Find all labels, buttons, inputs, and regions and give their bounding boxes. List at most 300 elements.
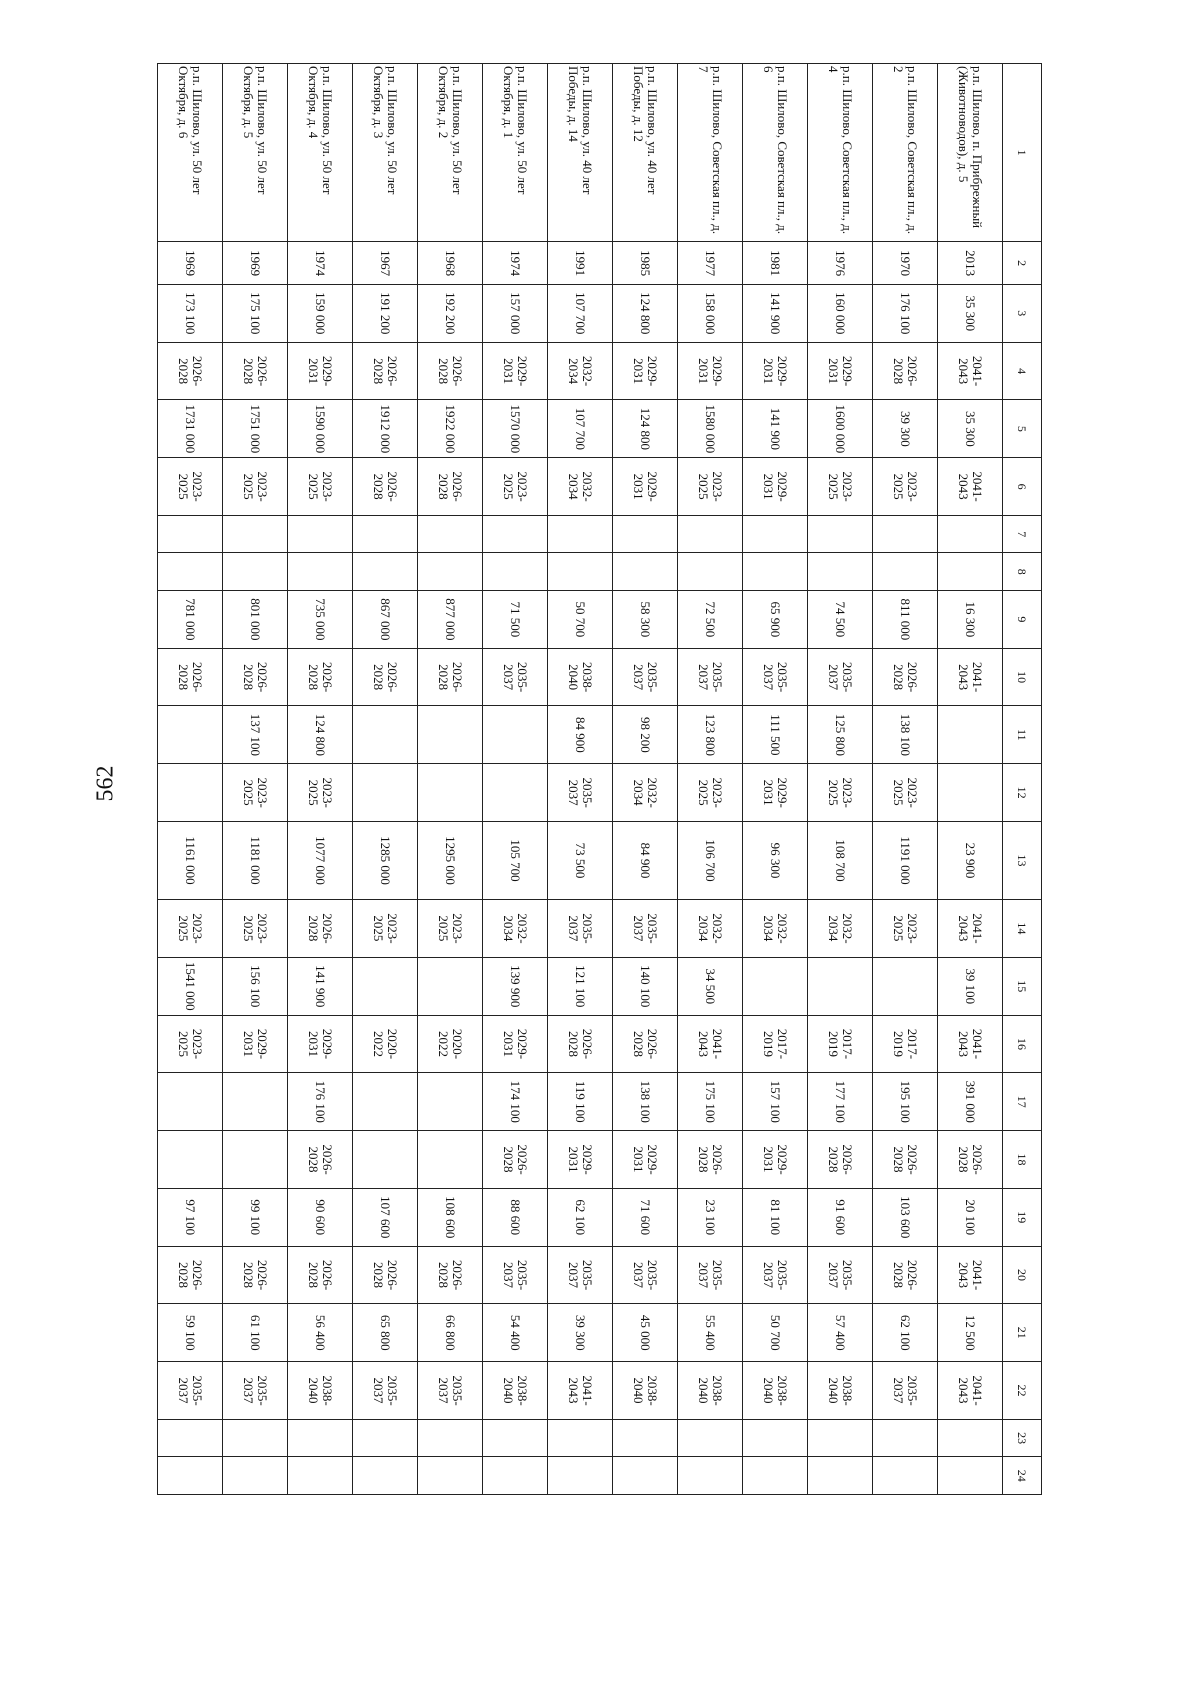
table-body xyxy=(158,64,1042,1495)
table-cell: 2035-2037 xyxy=(418,1362,483,1420)
table-cell: 176 100 xyxy=(873,284,938,342)
table-cell: 138 100 xyxy=(613,1073,678,1131)
table-cell: 2023-2025 xyxy=(873,900,938,958)
table-cell: 1985 xyxy=(613,242,678,285)
table-cell: 2029-2031 xyxy=(613,1131,678,1189)
address-cell: р.п. Шилово, ул. 50 лет Октября, д. 6 xyxy=(158,64,223,242)
table-cell: 2026-2028 xyxy=(288,1131,353,1189)
table-cell: 1590 000 xyxy=(288,400,353,458)
table-cell: 2023-2025 xyxy=(223,458,288,516)
table-row xyxy=(158,64,223,1495)
table-cell: 2026-2028 xyxy=(873,1246,938,1304)
table-cell: 191 200 xyxy=(353,284,418,342)
table-cell: 2035-2037 xyxy=(613,648,678,706)
table-cell: 107 700 xyxy=(548,400,613,458)
table-cell: 88 600 xyxy=(483,1188,548,1246)
table-cell: 2029-2031 xyxy=(743,458,808,516)
table-cell: 1968 xyxy=(418,242,483,285)
column-number: 5 xyxy=(1003,400,1042,458)
table-cell: 2038-2040 xyxy=(483,1362,548,1420)
table-cell: 2041-2043 xyxy=(548,1362,613,1420)
table-cell: 2026-2028 xyxy=(223,1246,288,1304)
table-row xyxy=(483,64,548,1495)
table-cell: 2023-2025 xyxy=(873,458,938,516)
table-cell xyxy=(678,553,743,590)
table-cell: 2041-2043 xyxy=(938,1246,1003,1304)
column-number: 11 xyxy=(1003,706,1042,764)
table-cell xyxy=(678,1419,743,1456)
table-cell: 140 100 xyxy=(613,957,678,1015)
table-cell xyxy=(938,706,1003,764)
table-cell: 2035-2037 xyxy=(678,648,743,706)
table-cell xyxy=(743,515,808,552)
table-cell xyxy=(743,1419,808,1456)
table-cell xyxy=(873,1457,938,1495)
table-cell xyxy=(483,706,548,764)
table-row xyxy=(678,64,743,1495)
table-cell: 106 700 xyxy=(678,822,743,900)
table-cell: 81 100 xyxy=(743,1188,808,1246)
table-cell: 2038-2040 xyxy=(288,1362,353,1420)
table-cell: 176 100 xyxy=(288,1073,353,1131)
column-number: 2 xyxy=(1003,242,1042,285)
table-cell: 2026-2028 xyxy=(288,1246,353,1304)
table-row xyxy=(418,64,483,1495)
table-cell xyxy=(808,957,873,1015)
table-cell: 16 300 xyxy=(938,590,1003,648)
table-cell xyxy=(613,553,678,590)
column-number: 10 xyxy=(1003,648,1042,706)
table-cell: 1751 000 xyxy=(223,400,288,458)
address-cell: р.п. Шилово, п. Прибрежный (Животноводов), д. 5 xyxy=(938,64,1003,242)
table-cell: 124 800 xyxy=(288,706,353,764)
table-cell: 12 500 xyxy=(938,1304,1003,1362)
table-cell: 123 800 xyxy=(678,706,743,764)
table-cell: 2026-2028 xyxy=(418,648,483,706)
table-cell: 2041-2043 xyxy=(938,648,1003,706)
table-cell xyxy=(288,553,353,590)
table-cell: 2026-2028 xyxy=(548,1015,613,1073)
address-cell: р.п. Шилово, Советская пл., д. 6 xyxy=(743,64,808,242)
table-cell: 2035-2037 xyxy=(483,648,548,706)
table-cell: 62 100 xyxy=(548,1188,613,1246)
table-cell xyxy=(223,553,288,590)
table-cell: 156 100 xyxy=(223,957,288,1015)
table-cell: 111 500 xyxy=(743,706,808,764)
table-cell: 2023-2025 xyxy=(223,900,288,958)
table-row xyxy=(288,64,353,1495)
column-number: 19 xyxy=(1003,1188,1042,1246)
table-cell xyxy=(873,515,938,552)
table-cell: 1580 000 xyxy=(678,400,743,458)
table-cell: 1976 xyxy=(808,242,873,285)
table-cell: 2029-2031 xyxy=(743,764,808,822)
header-row xyxy=(1003,64,1042,1495)
table-cell: 20 100 xyxy=(938,1188,1003,1246)
table-row xyxy=(938,64,1003,1495)
table-cell: 61 100 xyxy=(223,1304,288,1362)
table-cell xyxy=(483,515,548,552)
column-number: 23 xyxy=(1003,1419,1042,1456)
table-cell: 66 800 xyxy=(418,1304,483,1362)
table-cell: 2026-2028 xyxy=(418,342,483,400)
table-cell: 1970 xyxy=(873,242,938,285)
table-cell: 2029-2031 xyxy=(678,342,743,400)
table-cell: 72 500 xyxy=(678,590,743,648)
table-cell: 391 000 xyxy=(938,1073,1003,1131)
table-cell: 2023-2025 xyxy=(418,900,483,958)
table-cell xyxy=(353,1419,418,1456)
table-cell: 96 300 xyxy=(743,822,808,900)
table-cell: 103 600 xyxy=(873,1188,938,1246)
table-cell xyxy=(158,1457,223,1495)
table-cell: 1922 000 xyxy=(418,400,483,458)
table-cell xyxy=(743,1457,808,1495)
table-cell: 2017-2019 xyxy=(873,1015,938,1073)
table-cell: 125 800 xyxy=(808,706,873,764)
table-cell: 2035-2037 xyxy=(223,1362,288,1420)
table-cell: 2038-2040 xyxy=(613,1362,678,1420)
address-cell: р.п. Шилово, ул. 50 лет Октября, д. 5 xyxy=(223,64,288,242)
column-number: 18 xyxy=(1003,1131,1042,1189)
table-cell: 1541 000 xyxy=(158,957,223,1015)
table-cell: 107 700 xyxy=(548,284,613,342)
table-cell: 2035-2037 xyxy=(613,900,678,958)
table-cell: 2029-2031 xyxy=(223,1015,288,1073)
table-cell: 2026-2028 xyxy=(678,1131,743,1189)
table-cell: 2029-2031 xyxy=(808,342,873,400)
address-cell: р.п. Шилово, Советская пл., д. 7 xyxy=(678,64,743,242)
table-cell: 137 100 xyxy=(223,706,288,764)
table-cell: 2023-2025 xyxy=(808,458,873,516)
table-cell: 2026-2028 xyxy=(808,1131,873,1189)
table-cell xyxy=(938,515,1003,552)
table-cell: 2023-2025 xyxy=(158,458,223,516)
table-cell: 124 800 xyxy=(613,284,678,342)
table-cell: 1967 xyxy=(353,242,418,285)
table-cell: 2026-2028 xyxy=(418,458,483,516)
table-cell: 192 200 xyxy=(418,284,483,342)
table-cell: 159 000 xyxy=(288,284,353,342)
table-cell: 97 100 xyxy=(158,1188,223,1246)
column-number: 17 xyxy=(1003,1073,1042,1131)
table-cell: 59 100 xyxy=(158,1304,223,1362)
column-number: 9 xyxy=(1003,590,1042,648)
table-cell: 2041-2043 xyxy=(938,458,1003,516)
table-cell: 2026-2028 xyxy=(288,900,353,958)
table-cell: 2032-2034 xyxy=(548,458,613,516)
table-cell: 2020-2022 xyxy=(353,1015,418,1073)
table-cell: 2041-2043 xyxy=(938,1362,1003,1420)
table-cell xyxy=(418,1419,483,1456)
table-cell: 195 100 xyxy=(873,1073,938,1131)
table-cell: 177 100 xyxy=(808,1073,873,1131)
table-cell xyxy=(158,764,223,822)
table-cell xyxy=(223,515,288,552)
table-cell: 2041-2043 xyxy=(938,342,1003,400)
table-cell: 121 100 xyxy=(548,957,613,1015)
table-cell: 2032-2034 xyxy=(483,900,548,958)
table-cell: 2026-2028 xyxy=(353,342,418,400)
table-cell: 91 600 xyxy=(808,1188,873,1246)
table-cell: 65 800 xyxy=(353,1304,418,1362)
table-cell xyxy=(353,1073,418,1131)
rotated-table-wrapper xyxy=(157,63,1042,1495)
table-cell xyxy=(938,764,1003,822)
column-number: 14 xyxy=(1003,900,1042,958)
table-cell: 2029-2031 xyxy=(743,1131,808,1189)
table-cell: 2023-2025 xyxy=(158,900,223,958)
table-cell: 2041-2043 xyxy=(678,1015,743,1073)
table-cell: 1991 xyxy=(548,242,613,285)
table-cell xyxy=(353,515,418,552)
table-cell: 65 900 xyxy=(743,590,808,648)
table-cell: 2026-2028 xyxy=(483,1131,548,1189)
table-cell: 867 000 xyxy=(353,590,418,648)
table-row xyxy=(223,64,288,1495)
table-cell: 2041-2043 xyxy=(938,900,1003,958)
table-cell: 73 500 xyxy=(548,822,613,900)
table-cell: 781 000 xyxy=(158,590,223,648)
table-cell: 2020-2022 xyxy=(418,1015,483,1073)
table-cell: 2032-2034 xyxy=(548,342,613,400)
table-cell: 175 100 xyxy=(223,284,288,342)
table-cell: 98 200 xyxy=(613,706,678,764)
table-cell xyxy=(808,553,873,590)
table-cell: 2026-2028 xyxy=(353,648,418,706)
housing-repair-table xyxy=(157,63,1042,1495)
table-cell: 62 100 xyxy=(873,1304,938,1362)
table-cell: 2026-2028 xyxy=(158,1246,223,1304)
table-cell: 71 500 xyxy=(483,590,548,648)
table-cell: 2029-2031 xyxy=(743,342,808,400)
column-number: 3 xyxy=(1003,284,1042,342)
column-number: 21 xyxy=(1003,1304,1042,1362)
table-cell: 74 500 xyxy=(808,590,873,648)
table-cell: 2026-2028 xyxy=(353,1246,418,1304)
table-cell: 108 700 xyxy=(808,822,873,900)
table-cell: 84 900 xyxy=(548,706,613,764)
table-cell: 1161 000 xyxy=(158,822,223,900)
table-cell: 2029-2031 xyxy=(288,342,353,400)
address-cell: р.п. Шилово, Советская пл., д. 4 xyxy=(808,64,873,242)
table-cell: 57 400 xyxy=(808,1304,873,1362)
table-cell: 1285 000 xyxy=(353,822,418,900)
table-cell xyxy=(223,1131,288,1189)
table-cell: 2035-2037 xyxy=(808,1246,873,1304)
table-row xyxy=(743,64,808,1495)
table-cell: 1912 000 xyxy=(353,400,418,458)
table-cell: 1731 000 xyxy=(158,400,223,458)
table-cell: 2023-2025 xyxy=(353,900,418,958)
address-cell: р.п. Шилово, ул. 40 лет Победы, д. 12 xyxy=(613,64,678,242)
table-cell: 2029-2031 xyxy=(483,342,548,400)
table-cell: 158 000 xyxy=(678,284,743,342)
table-cell: 2026-2028 xyxy=(223,648,288,706)
table-cell: 2032-2034 xyxy=(743,900,808,958)
table-cell: 2035-2037 xyxy=(353,1362,418,1420)
table-cell: 174 100 xyxy=(483,1073,548,1131)
address-cell: р.п. Шилово, ул. 50 лет Октября, д. 3 xyxy=(353,64,418,242)
table-cell xyxy=(678,1457,743,1495)
table-cell: 2035-2037 xyxy=(548,900,613,958)
table-cell xyxy=(223,1457,288,1495)
table-cell: 2032-2034 xyxy=(678,900,743,958)
table-cell xyxy=(548,1419,613,1456)
address-cell: р.п. Шилово, Советская пл., д. 2 xyxy=(873,64,938,242)
table-cell xyxy=(938,553,1003,590)
column-number: 20 xyxy=(1003,1246,1042,1304)
table-cell xyxy=(743,957,808,1015)
table-cell: 50 700 xyxy=(743,1304,808,1362)
table-cell: 2026-2028 xyxy=(158,648,223,706)
table-cell: 56 400 xyxy=(288,1304,353,1362)
table-cell xyxy=(548,515,613,552)
table-cell: 1077 000 xyxy=(288,822,353,900)
table-cell xyxy=(418,764,483,822)
table-cell xyxy=(418,1131,483,1189)
table-cell: 1977 xyxy=(678,242,743,285)
table-cell: 58 300 xyxy=(613,590,678,648)
table-cell: 2029-2031 xyxy=(613,458,678,516)
table-cell: 2038-2040 xyxy=(548,648,613,706)
page-number: 562 xyxy=(92,765,119,802)
table-cell: 2023-2025 xyxy=(808,764,873,822)
table-cell: 108 600 xyxy=(418,1188,483,1246)
table-cell xyxy=(158,1073,223,1131)
table-cell xyxy=(483,1457,548,1495)
table-cell: 45 000 xyxy=(613,1304,678,1362)
table-cell xyxy=(353,957,418,1015)
table-cell: 2038-2040 xyxy=(743,1362,808,1420)
table-row xyxy=(353,64,418,1495)
table-cell: 54 400 xyxy=(483,1304,548,1362)
table-cell: 105 700 xyxy=(483,822,548,900)
table-cell xyxy=(418,957,483,1015)
table-cell xyxy=(938,1419,1003,1456)
table-cell: 2026-2028 xyxy=(288,648,353,706)
table-cell: 1981 xyxy=(743,242,808,285)
table-cell xyxy=(353,706,418,764)
table-cell xyxy=(418,515,483,552)
table-cell: 34 500 xyxy=(678,957,743,1015)
column-number: 24 xyxy=(1003,1457,1042,1495)
table-cell xyxy=(158,515,223,552)
table-cell xyxy=(873,553,938,590)
table-cell: 2026-2028 xyxy=(873,342,938,400)
table-cell: 39 100 xyxy=(938,957,1003,1015)
table-cell: 2038-2040 xyxy=(678,1362,743,1420)
table-cell: 2035-2037 xyxy=(873,1362,938,1420)
table-cell: 2035-2037 xyxy=(548,764,613,822)
table-cell: 2026-2028 xyxy=(418,1246,483,1304)
table-cell: 139 900 xyxy=(483,957,548,1015)
table-cell: 2032-2034 xyxy=(613,764,678,822)
table-cell: 141 900 xyxy=(743,400,808,458)
table-cell: 2017-2019 xyxy=(808,1015,873,1073)
table-cell: 39 300 xyxy=(548,1304,613,1362)
address-cell: р.п. Шилово, ул. 50 лет Октября, д. 1 xyxy=(483,64,548,242)
table-cell: 2038-2040 xyxy=(808,1362,873,1420)
table-cell xyxy=(873,1419,938,1456)
table-cell: 2023-2025 xyxy=(223,764,288,822)
table-cell: 2023-2025 xyxy=(288,458,353,516)
table-cell: 23 100 xyxy=(678,1188,743,1246)
column-number: 6 xyxy=(1003,458,1042,516)
table-cell: 2023-2025 xyxy=(158,1015,223,1073)
table-cell xyxy=(548,1457,613,1495)
table-cell: 157 100 xyxy=(743,1073,808,1131)
table-cell: 1974 xyxy=(483,242,548,285)
table-cell xyxy=(353,1457,418,1495)
table-cell xyxy=(808,1419,873,1456)
table-cell: 2023-2025 xyxy=(678,764,743,822)
table-cell xyxy=(743,553,808,590)
column-number: 4 xyxy=(1003,342,1042,400)
table-cell: 39 300 xyxy=(873,400,938,458)
table-cell xyxy=(483,1419,548,1456)
table-cell xyxy=(418,1073,483,1131)
table-cell: 23 900 xyxy=(938,822,1003,900)
table-cell: 2035-2037 xyxy=(613,1246,678,1304)
table-cell xyxy=(158,553,223,590)
address-cell: р.п. Шилово, ул. 40 лет Победы, д. 14 xyxy=(548,64,613,242)
table-cell: 2029-2031 xyxy=(288,1015,353,1073)
column-number: 22 xyxy=(1003,1362,1042,1420)
table-cell: 2026-2028 xyxy=(938,1131,1003,1189)
table-cell: 2013 xyxy=(938,242,1003,285)
address-cell: р.п. Шилово, ул. 50 лет Октября, д. 4 xyxy=(288,64,353,242)
table-cell: 2032-2034 xyxy=(808,900,873,958)
table-cell: 2026-2028 xyxy=(158,342,223,400)
table-cell xyxy=(223,1419,288,1456)
table-cell: 811 000 xyxy=(873,590,938,648)
table-cell xyxy=(808,515,873,552)
table-cell: 173 100 xyxy=(158,284,223,342)
table-cell: 99 100 xyxy=(223,1188,288,1246)
table-row xyxy=(808,64,873,1495)
table-cell xyxy=(353,553,418,590)
table-cell: 138 100 xyxy=(873,706,938,764)
table-cell: 124 800 xyxy=(613,400,678,458)
column-number: 13 xyxy=(1003,822,1042,900)
table-cell: 2023-2025 xyxy=(288,764,353,822)
table-cell: 801 000 xyxy=(223,590,288,648)
table-cell: 2035-2037 xyxy=(158,1362,223,1420)
table-cell: 71 600 xyxy=(613,1188,678,1246)
table-cell xyxy=(483,764,548,822)
table-cell: 141 900 xyxy=(743,284,808,342)
table-cell: 160 000 xyxy=(808,284,873,342)
table-row xyxy=(548,64,613,1495)
table-cell: 1570 000 xyxy=(483,400,548,458)
table-cell: 55 400 xyxy=(678,1304,743,1362)
table-cell xyxy=(353,764,418,822)
table-cell: 50 700 xyxy=(548,590,613,648)
column-number: 15 xyxy=(1003,957,1042,1015)
table-cell xyxy=(158,1131,223,1189)
table-cell: 2026-2028 xyxy=(873,648,938,706)
table-cell: 157 000 xyxy=(483,284,548,342)
column-number: 8 xyxy=(1003,553,1042,590)
table-cell: 2017-2019 xyxy=(743,1015,808,1073)
table-cell xyxy=(288,515,353,552)
table-cell: 2035-2037 xyxy=(548,1246,613,1304)
table-cell: 35 300 xyxy=(938,284,1003,342)
column-number: 12 xyxy=(1003,764,1042,822)
table-cell xyxy=(418,706,483,764)
table-cell: 2023-2025 xyxy=(678,458,743,516)
